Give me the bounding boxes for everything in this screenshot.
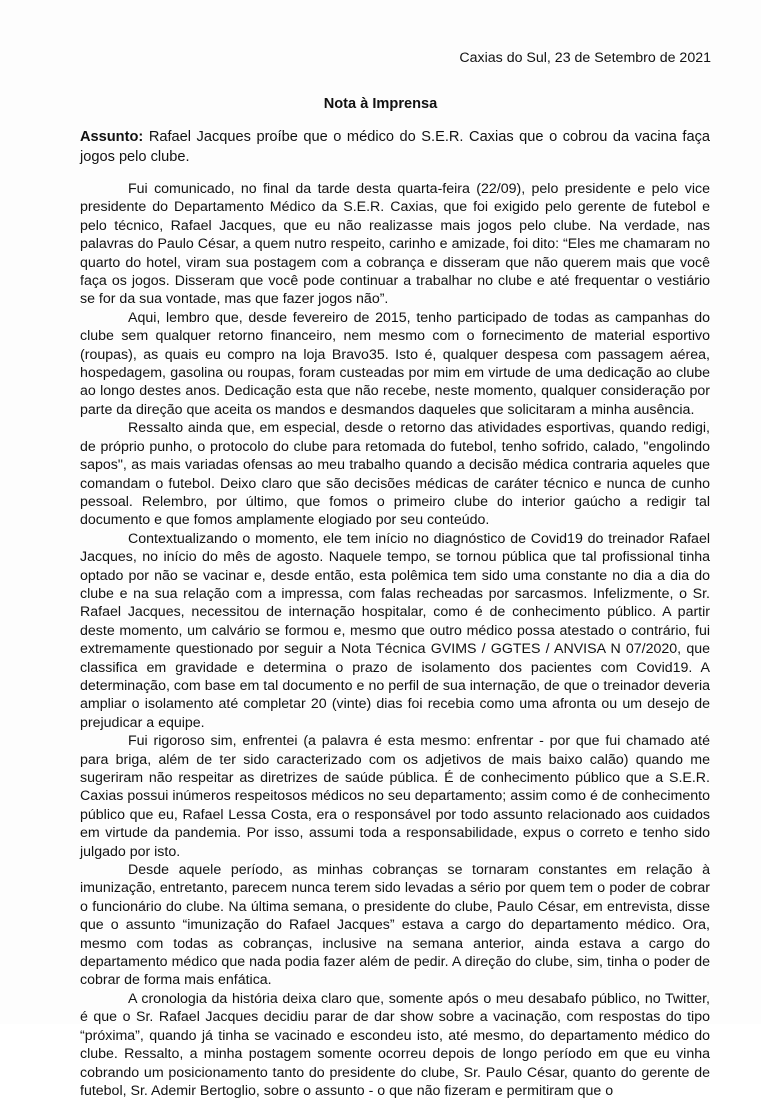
document-title: Nota à Imprensa xyxy=(323,96,438,112)
document-body xyxy=(80,180,710,1100)
paragraph: A cronologia da história deixa claro que, somente após o meu desabafo público, no Twitter, é que o Sr. Rafael Jacques decidiu parar de dar show sobre a vacinação, com respostas do tipo “próxima”, quando já tinha se vacinado e escondeu isto, até mesmo, do departamento médico do clube. Ressalto, a minha postagem somente ocorreu depois de longo período em que eu vinha cobrando um posicionamento tanto do presidente do clube, Sr. Paulo César, quanto do gerente de futebol, Sr. Ademir Bertoglio, sobre o assunto - o que não fizeram e permitiram que o xyxy=(80,990,710,1099)
document-date: Caxias do Sul, 23 de Setembro de 2021 xyxy=(459,50,711,66)
paragraph: Aqui, lembro que, desde fevereiro de 2015, tenho participado de todas as campanhas do clube sem qualquer retorno financeiro, nem mesmo com o fornecimento de material esportivo (roupas), as quais eu compro na loja Bravo35. Isto é, qualquer despesa com passagem aérea, hospedagem, gasolina ou roupas, foram custeadas por mim em virtude de uma dedicação ao clube ao longo destes anos. Dedicação esta que não recebe, neste momento, qualquer consideração por parte da direção que aceita os mandos e desmandos daqueles que solicitaram a minha ausência. xyxy=(80,309,710,418)
paragraph: Fui comunicado, no final da tarde desta quarta-feira (22/09), pelo presidente e pelo vice presidente do Departamento Médico da S.E.R. Caxias, que foi exigido pelo gerente de futebol e pelo técnico, Rafael Jacques, que eu não realizasse mais jogos pelo clube. Na verdade, nas palavras do Paulo César, a quem nutro respeito, carinho e amizade, foi dito: “Eles me chamaram no quarto do hotel, viram sua postagem com a cobrança e disseram que não querem mais que você faça os jogos. Disseram que você pode continuar a trabalhar no clube e até frequentar o vestiário se for da sua vontade, mas que fazer jogos não”. xyxy=(80,181,710,308)
paragraph: Fui rigoroso sim, enfrentei (a palavra é esta mesmo: enfrentar - por que fui chamado até para briga, além de ter sido caracterizado com os adjetivos de mais baixo calão) quando me sugeriram não respeitar as diretrizes de saúde pública. É de conhecimento público que a S.E.R. Caxias possui inúmeros respeitosos médicos no seu departamento; assim como é de conhecimento público que eu, Rafael Lessa Costa, era o responsável por todo assunto relacionado aos cuidados em virtude da pandemia. Por isso, assumi toda a responsabilidade, expus o correto e tenho sido julgado por isto. xyxy=(80,733,710,860)
paragraph: Ressalto ainda que, em especial, desde o retorno das atividades esportivas, quando redigi, de próprio punho, o protocolo do clube para retomada do futebol, tenho sofrido, calado, "engolindo sapos", as mais variadas ofensas ao meu trabalho quando a decisão médica contraria aqueles que comandam o futebol. Deixo claro que são decisões médicas de caráter técnico e nunca de cunho pessoal. Relembro, por último, que fomos o primeiro clube do interior gaúcho a redigir tal documento e que fomos amplamente elogiado por seu conteúdo. xyxy=(80,420,710,529)
paragraph: Desde aquele período, as minhas cobranças se tornaram constantes em relação à imunização, entretanto, parecem nunca terem sido levadas a sério por quem tem o poder de cobrar o funcionário do clube. Na última semana, o presidente do clube, Paulo César, em entrevista, disse que o assunto “imunização do Rafael Jacques” estava a cargo do departamento médico. Ora, mesmo com todas as cobranças, inclusive na semana anterior, ainda estava a cargo do departamento médico que nada podia fazer além de pedir. A direção do clube, sim, tinha o poder de cobrar de forma mais enfática. xyxy=(80,862,710,989)
document-subject xyxy=(80,128,710,167)
subject-text: Rafael Jacques proíbe que o médico do S.E.R. Caxias que o cobrou da vacina faça jogos pelo clube. xyxy=(80,129,711,165)
paragraph: Contextualizando o momento, ele tem início no diagnóstico de Covid19 do treinador Rafael Jacques, no início do mês de agosto. Naquele tempo, se tornou pública que tal profissional tinha optado por não se vacinar e, desde então, esta polêmica tem sido uma constante no dia a dia do clube e na sua relação com a impressa, com falas recheadas por sarcasmos. Infelizmente, o Sr. Rafael Jacques, necessitou de internação hospitalar, como é de conhecimento público. A partir deste momento, um calvário se formou e, mesmo que outro médico possa atestado o contrário, fui extremamente questionado por seguir a Nota Técnica GVIMS / GGTES / ANVISA N 07/2020, que classifica em gravidade e determina o prazo de isolamento dos pacientes com Covid19. A determinação, com base em tal documento e no perfil de sua internação, de que o treinador deveria ampliar o isolamento até completar 20 (vinte) dias foi recebia como uma afronta ou um desejo de prejudicar a equipe. xyxy=(80,530,710,731)
subject-label: Assunto: xyxy=(80,129,144,145)
